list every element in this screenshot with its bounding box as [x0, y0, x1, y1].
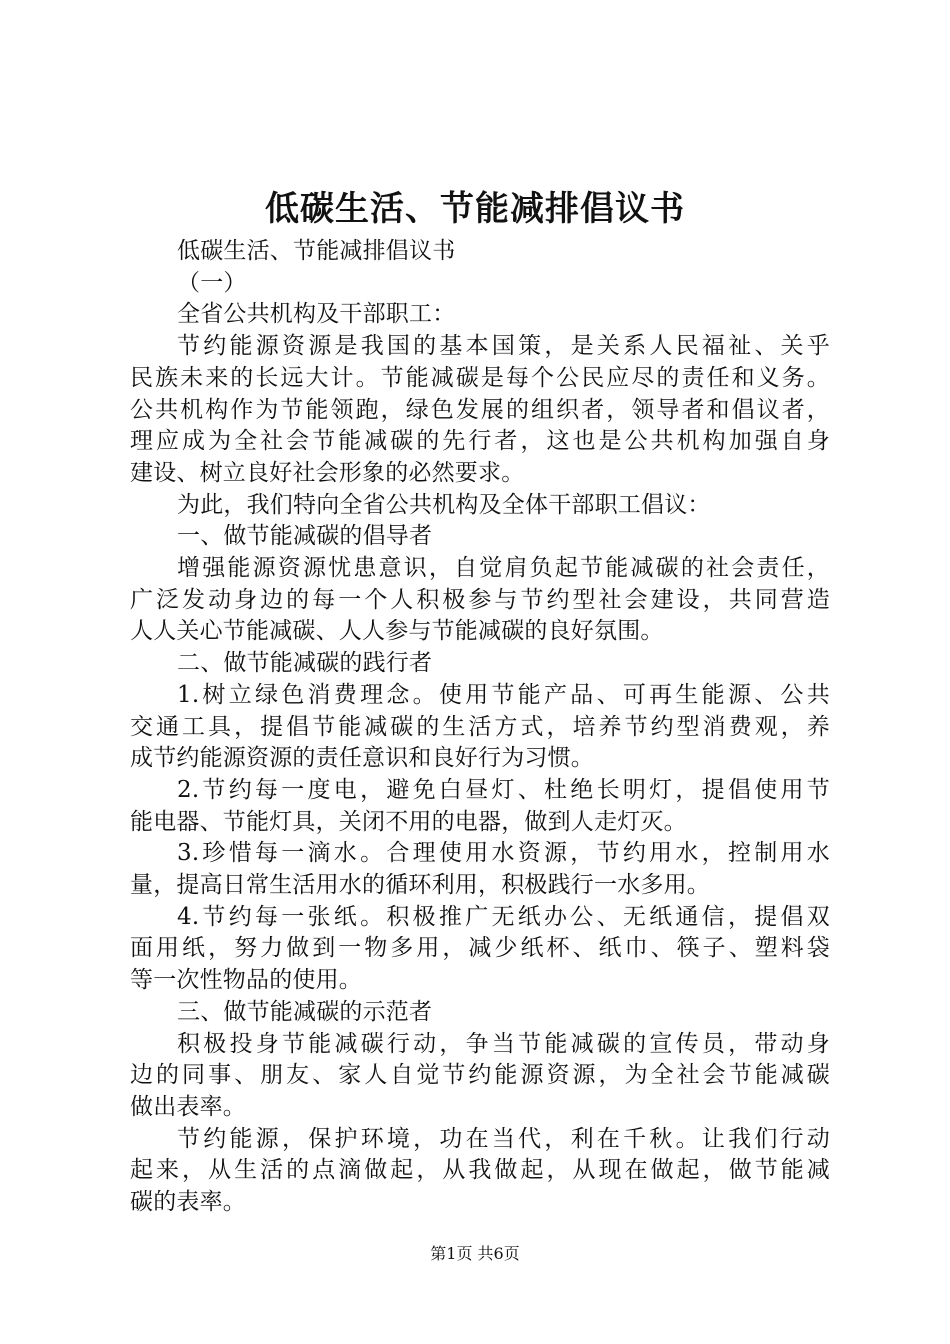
- body-line: 三、做节能减碳的示范者: [177, 998, 433, 1025]
- body-line: 碳的表率。: [130, 1189, 246, 1216]
- body-line: 积极投身节能减碳行动，争当节能减碳的宣传员，带动身: [177, 1030, 830, 1057]
- body-line: 量，提高日常生活用水的循环利用，积极践行一水多用。: [130, 872, 710, 899]
- document-body: [130, 236, 830, 1219]
- body-line: 人人关心节能减碳、人人参与节能减碳的良好氛围。: [130, 618, 664, 645]
- body-line: 低碳生活、节能减排倡议书: [177, 238, 456, 264]
- document-title: 低碳生活、节能减排倡议书: [265, 189, 685, 229]
- body-line: 节约能源，保护环境，功在当代，利在千秋。让我们行动: [177, 1125, 830, 1152]
- body-line: 理应成为全社会节能减碳的先行者，这也是公共机构加强自身: [130, 428, 830, 455]
- body-line: 节约能源资源是我国的基本国策，是关系人民福祉、关乎: [177, 333, 830, 360]
- body-line: 能电器、节能灯具，关闭不用的电器，做到人走灯灭。: [130, 808, 687, 835]
- body-line: 全省公共机构及干部职工：: [177, 301, 456, 328]
- page-footer: 第1页 共6页: [430, 1244, 520, 1263]
- body-line: 增强能源资源忧患意识，自觉肩负起节能减碳的社会责任，: [177, 555, 830, 582]
- body-line: 1.树立绿色消费理念。使用节能产品、可再生能源、公共: [177, 681, 830, 708]
- body-line: 起来，从生活的点滴做起，从我做起，从现在做起，做节能减: [130, 1157, 830, 1184]
- body-line: （一）: [177, 269, 247, 296]
- body-line: 成节约能源资源的责任意识和良好行为习惯。: [130, 745, 594, 772]
- body-line: 建设、树立良好社会形象的必然要求。: [130, 459, 525, 486]
- body-line: 公共机构作为节能领跑，绿色发展的组织者，领导者和倡议者，: [130, 396, 830, 423]
- body-line: 面用纸，努力做到一物多用，减少纸杯、纸巾、筷子、塑料袋: [130, 935, 830, 962]
- body-line: 一、做节能减碳的倡导者: [177, 523, 433, 550]
- body-line: 二、做节能减碳的践行者: [177, 650, 433, 677]
- body-line: 为此，我们特向全省公共机构及全体干部职工倡议：: [177, 491, 711, 518]
- body-line: 2.节约每一度电，避免白昼灯、杜绝长明灯，提倡使用节: [177, 776, 830, 803]
- body-line: 等一次性物品的使用。: [130, 967, 362, 994]
- body-line: 广泛发动身边的每一个人积极参与节约型社会建设，共同营造: [130, 586, 830, 613]
- body-line: 做出表率。: [130, 1093, 246, 1120]
- body-line: 4.节约每一张纸。积极推广无纸办公、无纸通信，提倡双: [177, 903, 830, 930]
- body-line: 民族未来的长远大计。节能减碳是每个公民应尽的责任和义务。: [130, 364, 830, 391]
- body-line: 边的同事、朋友、家人自觉节约能源资源，为全社会节能减碳: [130, 1062, 830, 1089]
- body-line: 3.珍惜每一滴水。合理使用水资源，节约用水，控制用水: [177, 840, 830, 867]
- body-line: 交通工具，提倡节能减碳的生活方式，培养节约型消费观，养: [130, 713, 830, 740]
